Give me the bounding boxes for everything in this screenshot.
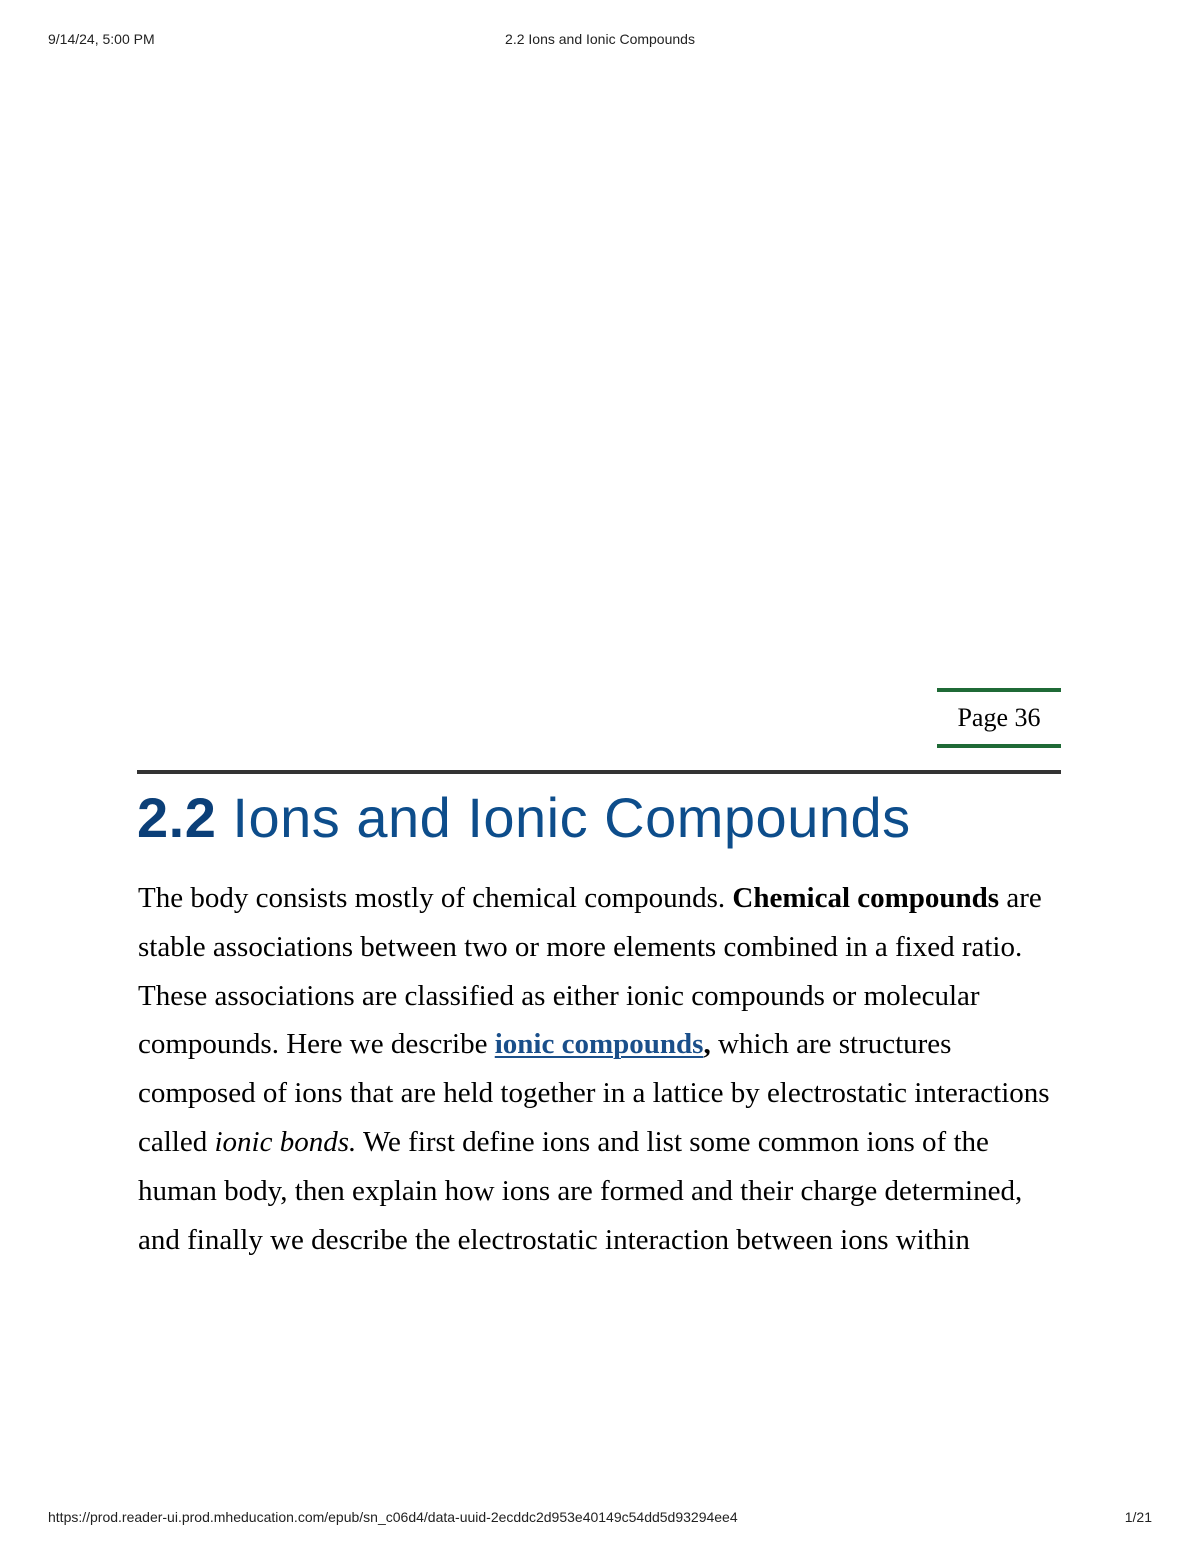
key-term-chemical-compounds: Chemical compounds (732, 882, 1000, 914)
page-number-label: Page 36 (957, 703, 1041, 732)
print-page-count: 1/21 (1124, 1509, 1152, 1525)
print-datetime: 9/14/24, 5:00 PM (48, 31, 155, 47)
section-divider (137, 770, 1061, 774)
paragraph-punctuation: , (703, 1028, 711, 1061)
section-number: 2.2 (137, 786, 217, 849)
glossary-link-ionic-compounds[interactable]: ionic compounds (494, 1028, 704, 1061)
intro-paragraph (138, 874, 1068, 1264)
paragraph-text: We first define ions and list some common ions of the human body, then explain how ions are formed and their charge determined, and finally we describe the electrostatic interaction between ions within (138, 1125, 1023, 1256)
paragraph-text: which are structures composed of ions that are held together in a lattice by electrostatic interactions called (138, 1028, 1050, 1158)
paragraph-text: are stable associations between two or more elements combined in a fixed ratio. These associations are classified as either ionic compounds or molecular compounds. Here we describe (138, 882, 1042, 1061)
print-doc-title: 2.2 Ions and Ionic Compounds (505, 31, 695, 47)
italic-term-ionic-bonds: ionic bonds. (214, 1125, 357, 1158)
page-number-marker (937, 688, 1061, 748)
section-heading (137, 782, 911, 854)
section-title: Ions and Ionic Compounds (232, 786, 911, 849)
paragraph-text: The body consists mostly of chemical compounds. (138, 882, 733, 914)
print-source-url: https://prod.reader-ui.prod.mheducation.com/epub/sn_c06d4/data-uuid-2ecddc2d953e40149c54dd5d93294ee4 (48, 1509, 738, 1525)
